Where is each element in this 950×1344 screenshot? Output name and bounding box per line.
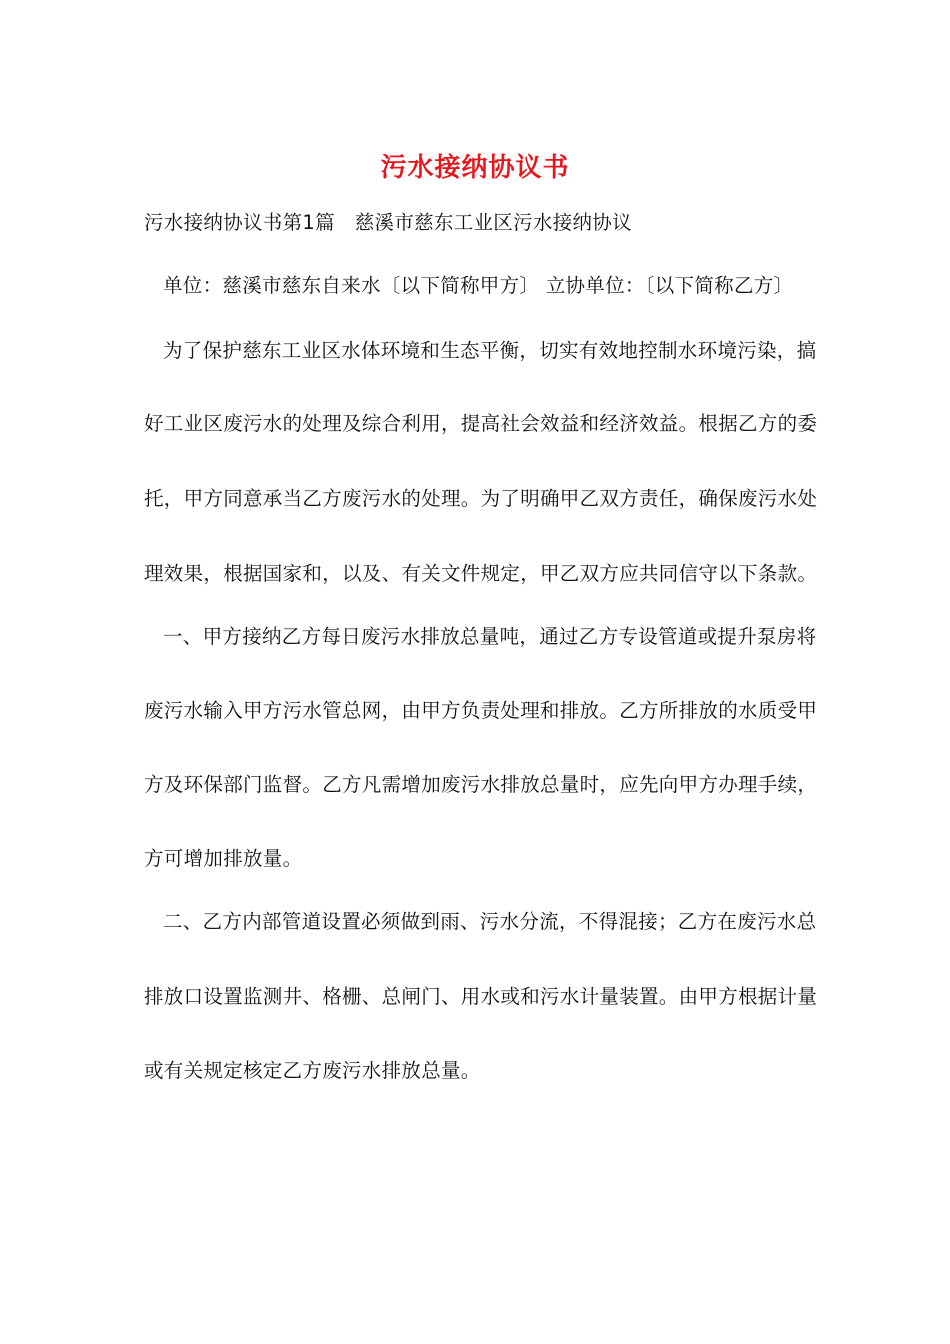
clause-two-line: 或有关规定核定乙方废污水排放总量。: [144, 1059, 481, 1082]
clause-two-line: 二、乙方内部管道设置必须做到雨、污水分流，不得混接；乙方在废污水总: [163, 910, 817, 933]
document-title: 污水接纳协议书: [380, 153, 570, 183]
clause-one-line: 方可增加排放量。: [144, 847, 303, 870]
paragraph-line: 好工业区废污水的处理及综合利用，提高社会效益和经济效益。根据乙方的委: [144, 412, 818, 435]
clause-one-line: 方及环保部门监督。乙方凡需增加废污水排放总量时，应先向甲方办理手续，: [144, 773, 818, 796]
paragraph-line: 理效果，根据国家和，以及、有关文件规定，甲乙双方应共同信守以下条款。: [144, 562, 818, 585]
paragraph-line: 为了保护慈东工业区水体环境和生态平衡，切实有效地控制水环境污染，搞: [163, 339, 817, 362]
clause-one-line: 废污水输入甲方污水管总网，由甲方负责处理和排放。乙方所排放的水质受甲: [144, 699, 818, 722]
party-line: 单位：慈溪市慈东自来水〔以下简称甲方〕 立协单位：〔以下简称乙方〕: [163, 274, 794, 297]
clause-two-line: 排放口设置监测井、格栅、总闸门、用水或和污水计量装置。由甲方根据计量: [144, 985, 818, 1008]
subtitle-line: 污水接纳协议书第1篇 慈溪市慈东工业区污水接纳协议: [144, 211, 632, 234]
paragraph-line: 托，甲方同意承当乙方废污水的处理。为了明确甲乙双方责任，确保废污水处: [144, 487, 818, 510]
clause-one-line: 一、甲方接纳乙方每日废污水排放总量吨，通过乙方专设管道或提升泵房将: [163, 625, 817, 648]
